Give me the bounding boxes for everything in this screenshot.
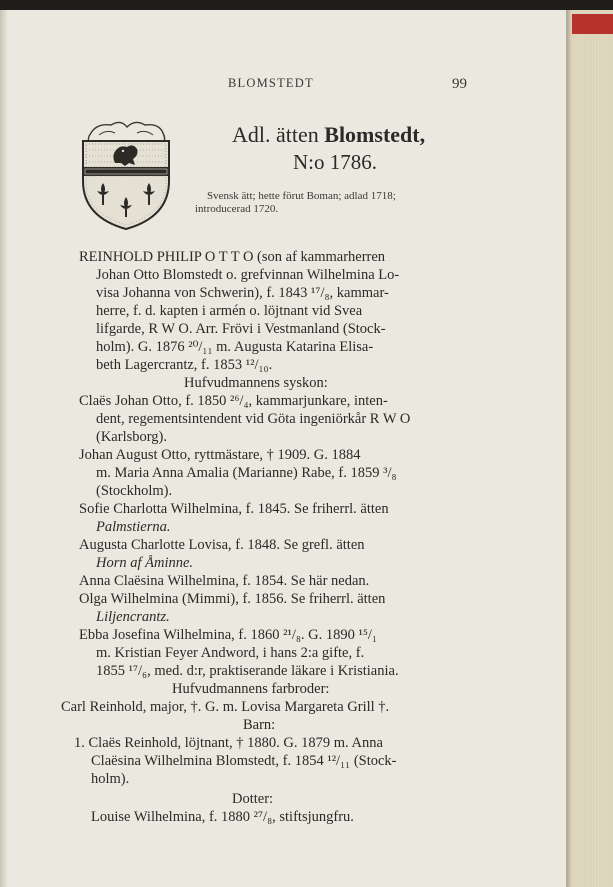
text-line: Claësina Wilhelmina Blomstedt, f. 1854 ¹²/₁₁ (Stock- [91, 753, 397, 769]
text-line: 1855 ¹⁷/₆, med. d:r, praktiserande läkare i Kristiania. [96, 663, 399, 679]
section-heading: Barn: [243, 717, 276, 733]
section-heading: Hufvudmannens farbroder: [172, 681, 330, 697]
text-line: 1. Claës Reinhold, löjtnant, † 1880. G. 1879 m. Anna [74, 735, 383, 751]
note-line-1: Svensk ätt; hette förut Boman; adlad 1718; [207, 190, 396, 202]
text-line: holm). G. 1876 ²⁰/₁₁ m. Augusta Katarina Elisa- [96, 339, 374, 355]
text-line: (Stockholm). [96, 483, 173, 499]
text-line: Johan Otto Blomstedt o. grefvinnan Wilhelmina Lo- [96, 267, 400, 283]
page-edge-shadow [566, 10, 572, 887]
text-line: Olga Wilhelmina (Mimmi), f. 1856. Se friherrl. ätten [79, 591, 386, 607]
family-title [232, 122, 425, 148]
text-line: Louise Wilhelmina, f. 1880 ²⁷/₈, stiftsjungfru. [91, 809, 354, 825]
text-line: Palmstierna. [96, 519, 171, 535]
text-line: m. Maria Anna Amalia (Marianne) Rabe, f. 1859 ³/₈ [96, 465, 397, 481]
page-gutter [0, 10, 8, 887]
text-line: Carl Reinhold, major, †. G. m. Lovisa Margareta Grill †. [61, 699, 390, 715]
text-line: Augusta Charlotte Lovisa, f. 1848. Se grefl. ätten [79, 537, 365, 553]
text-line: dent, regementsintendent vid Göta ingeniörkår R W O [96, 411, 411, 427]
family-name: Blomstedt, [324, 122, 426, 147]
coat-of-arms-icon [77, 119, 175, 231]
text-line: Anna Claësina Wilhelmina, f. 1854. Se här nedan. [79, 573, 370, 589]
section-heading: Hufvudmannens syskon: [184, 375, 328, 391]
note-line-2: introducerad 1720. [195, 202, 279, 215]
family-origin-note [195, 190, 485, 215]
bookmark-ribbon [572, 14, 613, 34]
text-line: REINHOLD PHILIP O T T O (son af kammarherren [79, 249, 386, 265]
text-line: (Karlsborg). [96, 429, 168, 445]
text-line: Horn af Åminne. [96, 555, 194, 571]
text-line: Claës Johan Otto, f. 1850 ²⁶/₄, kammarjunkare, inten- [79, 393, 388, 409]
text-line: holm). [91, 771, 130, 787]
text-line: Sofie Charlotta Wilhelmina, f. 1845. Se friherrl. ätten [79, 501, 389, 517]
page-number: 99 [452, 76, 467, 92]
text-line: m. Kristian Feyer Andword, i hans 2:a gifte, f. [96, 645, 365, 661]
title-prefix: Adl. ätten [232, 122, 325, 147]
text-line: visa Johanna von Schwerin), f. 1843 ¹⁷/₈, kammar- [96, 285, 389, 301]
text-line: herre, f. d. kapten i armén o. löjtnant vid Svea [96, 303, 363, 319]
page-stack-edge [566, 10, 613, 887]
running-head: BLOMSTEDT [228, 76, 314, 90]
text-line: Ebba Josefina Wilhelmina, f. 1860 ²¹/₈. G. 1890 ¹⁵/₁ [79, 627, 377, 643]
text-line: Johan August Otto, ryttmästare, † 1909. G. 1884 [79, 447, 361, 463]
text-line: Liljencrantz. [96, 609, 170, 625]
text-line: lifgarde, R W O. Arr. Frövi i Vestmanland (Stock- [96, 321, 386, 337]
text-line: beth Lagercrantz, f. 1853 ¹²/₁₀. [96, 357, 273, 373]
section-heading: Dotter: [232, 791, 274, 807]
family-number: N:o 1786. [293, 150, 377, 174]
